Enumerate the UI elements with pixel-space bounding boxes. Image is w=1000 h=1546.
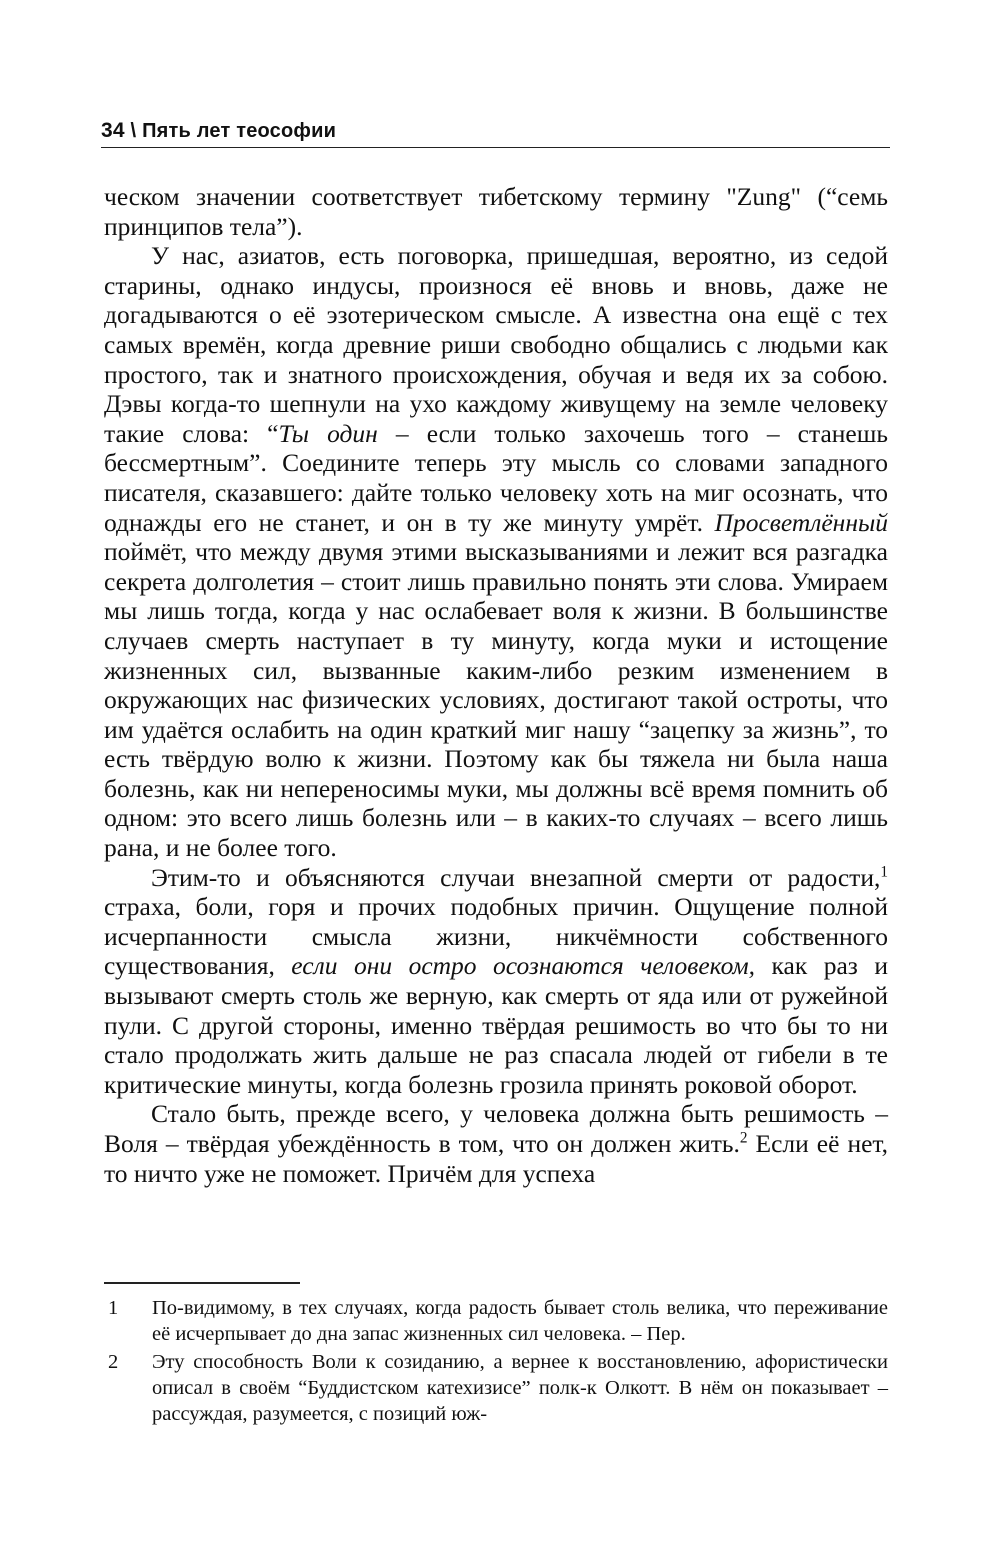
footnote-text: Эту способность Воли к созиданию, а вернее к восстановлению, афористически описал в своём “Буддистском катехизисе” полк-к Олкотт. В нём он показывает – рассуждая, разумеется, с позиций юж- — [152, 1351, 888, 1425]
footnote-divider — [104, 1282, 300, 1284]
book-title: Пять лет теософии — [142, 120, 337, 142]
paragraph-2-text-c: поймёт, что между двумя этими высказываниями и лежит вся разгадка секрета долголетия – стоит лишь правильно понять эти слова. Умираем мы лишь тогда, когда у нас ослабевает воля к жизни. В большинстве случаев смерть наступает в ту минуту, когда муки и истощение жизненных сил, вызванные каким-либо резким изменением в окружающих нас физических условиях, достигают такой остроты, что им удаётся ослабить на один краткий миг нашу “зацепку за жизнь”, то есть твёрдую волю к жизни. Поэтому как бы тяжела ни была наша болезнь, как ни непереносимы муки, мы должны всё время помнить об одном: это всего лишь болезнь или – в каких-то случаях – всего лишь рана, и не более того. — [104, 537, 888, 863]
footnote-number: 2 — [108, 1351, 119, 1373]
footnote-ref-2[interactable]: 2 — [739, 1129, 748, 1147]
paragraph-2-text-b: – если только захочешь того – станешь бессмертным”. Соедините теперь эту мысль со словами западного писателя, сказавшего: дайте только человеку хоть на миг осознать, что однажды его не станет, и он в ту же минуту умрёт. — [104, 418, 889, 537]
footnote-1 — [104, 1295, 888, 1347]
header-text — [101, 119, 336, 143]
paragraph-2-text-a: У нас, азиатов, есть поговорка, пришедшая, вероятно, из седой старины, однако индусы, произнося её вновь и вновь, даже не догадываются о её эзотерическом смысле. А известна она ещё с тех самых времён, когда древние риши свободно общались с людьми как простого, так и знатного происхождения, обучая и ведя их за собою. Дэвы когда-то шепнули на ухо каждому живущему на земле человеку такие слова: “ — [104, 241, 888, 448]
header-separator: \ — [130, 120, 137, 142]
paragraph-1 — [104, 182, 888, 241]
paragraph-3-text-a: Этим-то и объясняются случаи внезапной смерти от радости, — [151, 862, 881, 892]
paragraph-3-italic: если они остро осознаются человеком, — [291, 951, 756, 981]
paragraph-4-text-b: Если её нет, то ничто уже не поможет. Причём для успеха — [104, 1129, 889, 1188]
paragraph-1-text: ческом значении соответствует тибетскому термину "Zung" (“семь принципов тела”). — [104, 182, 888, 241]
paragraph-4-text-a: Стало быть, прежде всего, у человека должна быть решимость – Воля – твёрдая убеждённость в том, что он должен жить. — [104, 1099, 888, 1158]
paragraph-3-text-c: как раз и вызывают смерть столь же верную, как смерть от яда или от ружейной пули. С другой стороны, именно твёрдая решимость во что бы то ни стало продолжать жить дальше не раз спасала людей от гибели в те критические минуты, когда болезнь грозила принять роковой оборот. — [104, 951, 888, 1099]
paragraph-4 — [104, 1099, 888, 1188]
footnotes — [104, 1295, 888, 1429]
paragraph-3 — [104, 863, 888, 1100]
paragraph-2-italic-a: Ты один — [278, 418, 378, 448]
footnote-text: По-видимому, в тех случаях, когда радость бывает столь велика, что переживание её исчерпывает до дна запас жизненных сил человека. – Пер. — [152, 1297, 888, 1345]
footnote-2 — [104, 1349, 888, 1427]
page-number: 34 — [101, 119, 125, 142]
main-text — [104, 182, 888, 1188]
footnote-ref-1[interactable]: 1 — [880, 863, 888, 881]
running-header — [101, 115, 890, 148]
paragraph-3-text-b: страха, боли, горя и прочих подобных причин. Ощущение полной исчерпанности смысла жизни, никчёмности собственного существования, — [104, 892, 888, 981]
footnote-number: 1 — [108, 1297, 119, 1319]
paragraph-2 — [104, 241, 888, 862]
paragraph-2-italic-b: Просветлённый — [714, 507, 888, 537]
